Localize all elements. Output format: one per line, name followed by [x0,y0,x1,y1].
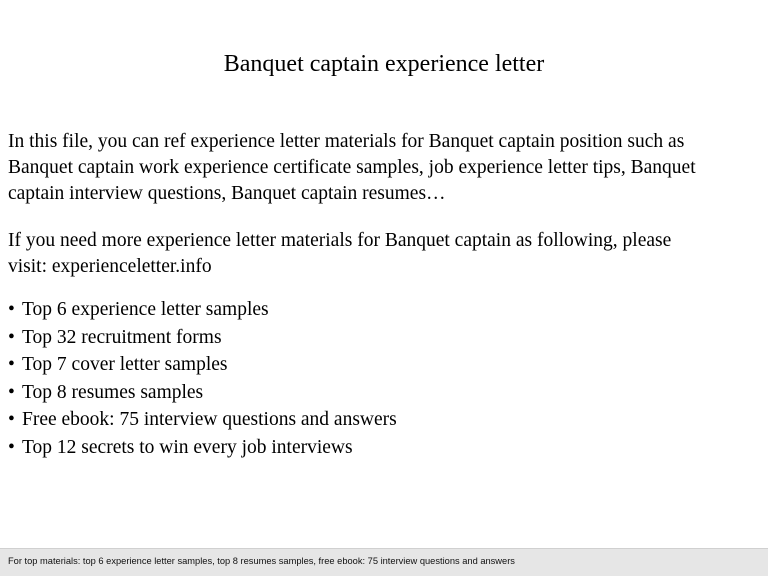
bullet-icon: • [8,354,15,376]
intro-paragraph [8,129,760,207]
bullet-icon: • [8,326,15,348]
list-item [8,296,397,324]
materials-list [8,296,397,462]
footer-bar [0,548,768,576]
intro-line: In this file, you can ref experience letter materials for Banquet captain position such as [8,131,685,152]
list-item-text: Free ebook: 75 interview questions and answers [22,409,397,431]
list-item [8,351,397,379]
bullet-icon: • [8,381,15,403]
bullet-icon: • [8,299,15,320]
list-item-text: Top 32 recruitment forms [22,326,222,348]
bullet-icon: • [8,409,15,431]
more-info-line: If you need more experience letter materials for Banquet captain as following, please [8,230,672,251]
more-info-line: visit: experienceletter.info [8,256,212,277]
list-item [8,406,397,434]
intro-line: captain interview questions, Banquet captain resumes… [8,183,446,204]
list-item [8,324,397,352]
bullet-icon: • [8,436,15,458]
list-item-text: Top 8 resumes samples [22,381,204,403]
footer-text: For top materials: top 6 experience letter samples, top 8 resumes samples, free ebook: 75 interview questions and answers [8,556,515,566]
intro-line: Banquet captain work experience certificate samples, job experience letter tips, Banquet [8,157,696,178]
page-title: Banquet captain experience letter [223,51,545,77]
list-item-text: Top 6 experience letter samples [22,299,269,320]
more-info-paragraph [8,228,760,280]
list-item [8,379,397,407]
list-item-text: Top 12 secrets to win every job interviews [22,436,353,458]
list-item-text: Top 7 cover letter samples [22,354,228,376]
list-item [8,434,397,462]
